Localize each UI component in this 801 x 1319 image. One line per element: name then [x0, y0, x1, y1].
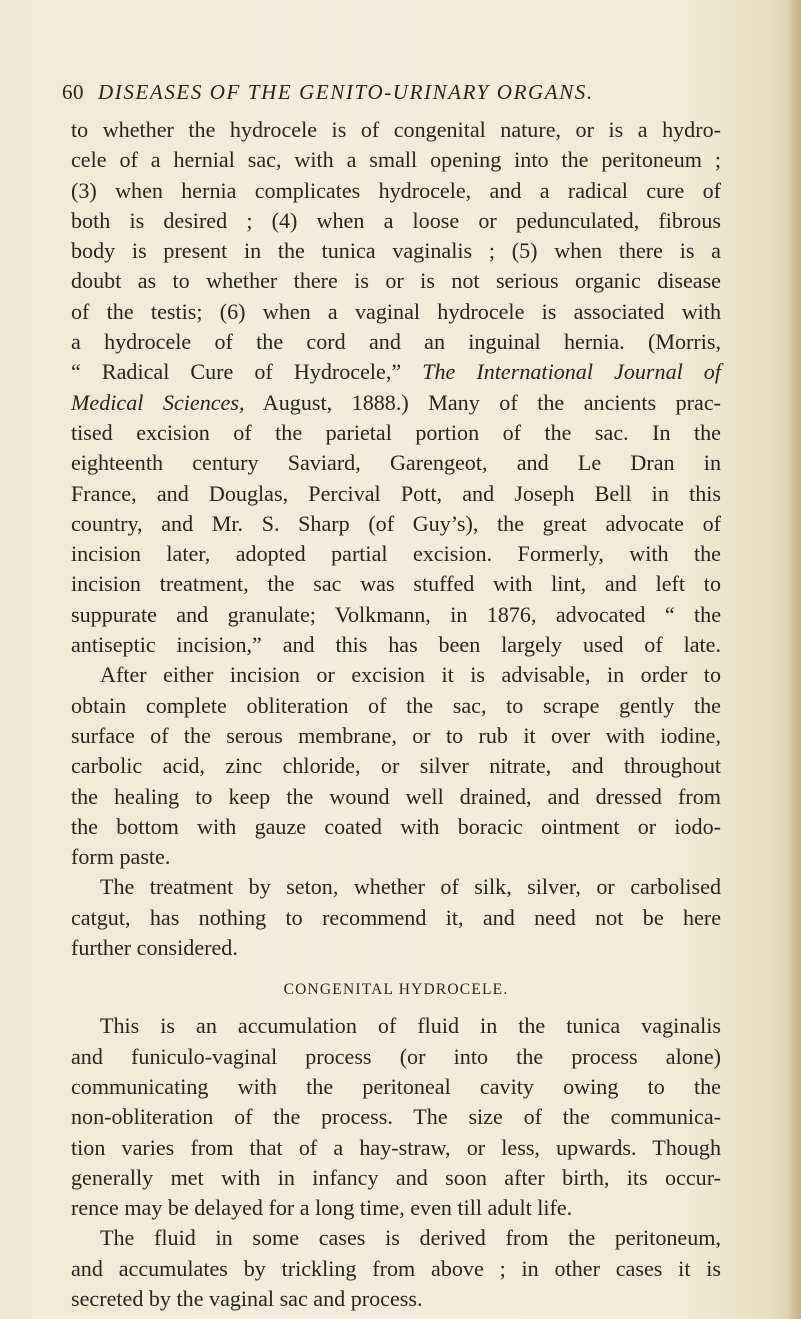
text-line: surface of the serous membrane, or to rub it over with iodine, — [71, 722, 721, 748]
text-line: and funiculo-vaginal process (or into the process alone) — [71, 1043, 721, 1069]
text-line: both is desired ; (4) when a loose or pedunculated, fibrous — [71, 207, 721, 233]
text-line: generally met with in infancy and soon after birth, its occur- — [71, 1164, 721, 1190]
section-heading: CONGENITAL HYDROCELE. — [283, 981, 509, 999]
text-line: the bottom with gauze coated with boracic ointment or iodo- — [71, 813, 721, 839]
text-line: tised excision of the parietal portion of the sac. In the — [71, 419, 721, 445]
text-line: catgut, has nothing to recommend it, and need not be here — [71, 904, 721, 930]
text-line: cele of a hernial sac, with a small opening into the peritoneum ; — [71, 147, 721, 173]
text-line: form paste. — [71, 844, 171, 870]
paragraph-5 — [71, 1223, 721, 1314]
text-line: antiseptic incision,” and this has been largely used of late. — [71, 632, 721, 658]
text-line: France, and Douglas, Percival Pott, and Joseph Bell in this — [71, 480, 721, 506]
citation-title: “ Radical Cure of Hydrocele,” — [71, 359, 423, 385]
text-line: further considered. — [71, 935, 238, 961]
running-title: DISEASES OF THE GENITO-URINARY ORGANS. — [98, 80, 594, 104]
text-line: doubt as to whether there is or is not serious organic disease — [71, 268, 721, 294]
text-line: and accumulates by trickling from above ; in other cases it is — [71, 1255, 721, 1281]
text-line: carbolic acid, zinc chloride, or silver nitrate, and throughout — [71, 753, 721, 779]
text-line: secreted by the vaginal sac and process. — [71, 1285, 423, 1311]
text-line — [71, 357, 721, 387]
page-edge-shadow — [787, 0, 801, 1319]
text-line: This is an accumulation of fluid in the tunica vaginalis — [100, 1013, 721, 1039]
text-line: incision later, adopted partial excision. Formerly, with the — [71, 541, 721, 567]
text-line: non-obliteration of the process. The size of the communica- — [71, 1104, 721, 1130]
text-line: of the testis; (6) when a vaginal hydrocele is associated with — [71, 298, 721, 324]
text-line: incision treatment, the sac was stuffed with lint, and left to — [71, 571, 721, 597]
citation-date: August, 1888.) Many of the ancients prac- — [244, 389, 721, 415]
paragraph-1 — [71, 115, 721, 660]
text-line: The fluid in some cases is derived from the peritoneum, — [100, 1225, 721, 1251]
text-line: After either incision or excision it is advisable, in order to — [100, 662, 721, 688]
page-number: 60 — [62, 80, 84, 104]
text-line: The treatment by seton, whether of silk, silver, or carbolised — [100, 874, 721, 900]
paragraph-2 — [71, 660, 721, 872]
text-line: body is present in the tunica vaginalis ; (5) when there is a — [71, 238, 721, 264]
text-line: country, and Mr. S. Sharp (of Guy’s), the great advocate of — [71, 510, 721, 536]
text-line: obtain complete obliteration of the sac, to scrape gently the — [71, 692, 721, 718]
text-line: (3) when hernia complicates hydrocele, and a radical cure of — [71, 177, 721, 203]
journal-title-cont: Medical Sciences, — [71, 389, 245, 415]
text-line: to whether the hydrocele is of congenital nature, or is a hydro- — [71, 117, 721, 142]
paragraph-4 — [71, 1011, 721, 1223]
text-line: eighteenth century Saviard, Garengeot, and Le Dran in — [71, 450, 721, 476]
text-line: communicating with the peritoneal cavity owing to the — [71, 1073, 721, 1099]
text-line: a hydrocele of the cord and an inguinal hernia. (Morris, — [71, 329, 721, 355]
journal-title: The International Journal of — [422, 359, 721, 385]
text-line — [71, 388, 721, 418]
text-line: suppurate and granulate; Volkmann, in 1876, advocated “ the — [71, 601, 721, 627]
text-line: tion varies from that of a hay-straw, or less, upwards. Though — [71, 1134, 721, 1160]
text-line: the healing to keep the wound well drained, and dressed from — [71, 783, 721, 809]
paragraph-3 — [71, 872, 721, 963]
body-text — [71, 115, 721, 1314]
page-header — [62, 80, 742, 110]
text-line: rence may be delayed for a long time, even till adult life. — [71, 1195, 573, 1221]
